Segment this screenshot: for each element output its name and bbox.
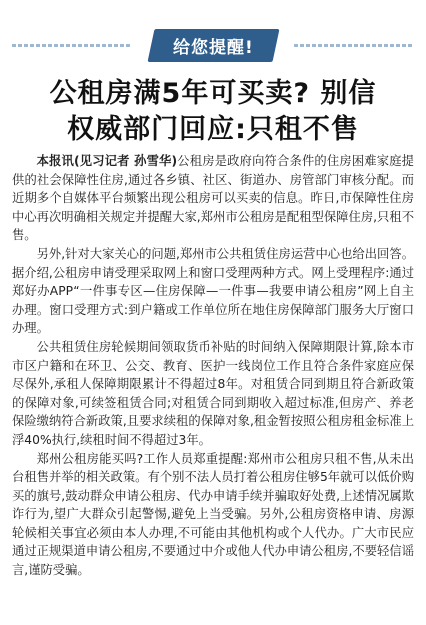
headline-line-2: 权威部门回应:只租不售 [67,114,359,145]
paragraph-2: 另外,针对大家关心的问题,郑州市公共租赁住房运营中心也给出回答。据介绍,公租房申请受理采取网上和窗口受理两种方式。网上受理程序:通过郑好办APP“一件事专区—住房保障—一件事—我要申请公租房”网上自主办理。窗口受理方式:到户籍或工作单位所在地住房保障部门服务大厅窗口办理。 [12,246,414,336]
reminder-banner [12,30,414,60]
paragraph-1 [12,152,414,245]
banner-decor-line-right [294,44,414,47]
headline [12,76,414,148]
article-body [12,152,414,580]
paragraph-4: 郑州公租房能买吗?工作人员郑重提醒:郑州市公租房只租不售,从未出台租售并举的相关政策。有个别不法人员打着公租房住够5年就可以低价购买的旗号,鼓动群众申请公租房、代办申请手续并骗取好处费,上述情况属欺诈行为,望广大群众引起警惕,避免上当受骗。另外,公租房资格申请、房源轮候相关事宜必须由本人办理,不可能由其他机构或个人代办。广大市民应通过正规渠道申请公租房,不要通过中介或他人代办申请公租房,不要轻信谣言,谨防受骗。 [12,451,414,578]
banner-decor-line-left [12,44,132,47]
banner-label: 给您提醒! [172,37,254,58]
paragraph-1-text: 公租房是政府向符合条件的住房困难家庭提供的社会保障性住房,通过各乡镇、社区、街道办、房管部门审核分配。而近期多个自媒体平台频繁出现公租房可以买卖的信息。昨日,市保障性住房中心再次明确相关规定并提醒大家,郑州市公租房是配租型保障住房,只租不售。 [12,154,414,243]
paragraph-3: 公共租赁住房轮候期间领取货币补贴的时间纳入保障期限计算,除本市市区户籍和在环卫、公交、教育、医护一线岗位工作且符合条件家庭应保尽保外,承租人保障期限累计不得超过8年。对租赁合同到期且符合新政策的保障对象,可续签租赁合同;对租赁合同到期收入超过标准,但房产、养老保险缴纳符合新政策,且要求续租的保障对象,租金暂按照公租房租金标准上浮40%执行,续租时间不得超过3年。 [12,339,414,447]
byline: 本报讯(见习记者 孙雪华) [36,154,178,168]
headline-line-1: 公租房满5年可买卖? 别信 [49,78,377,109]
banner-tab [147,29,279,62]
